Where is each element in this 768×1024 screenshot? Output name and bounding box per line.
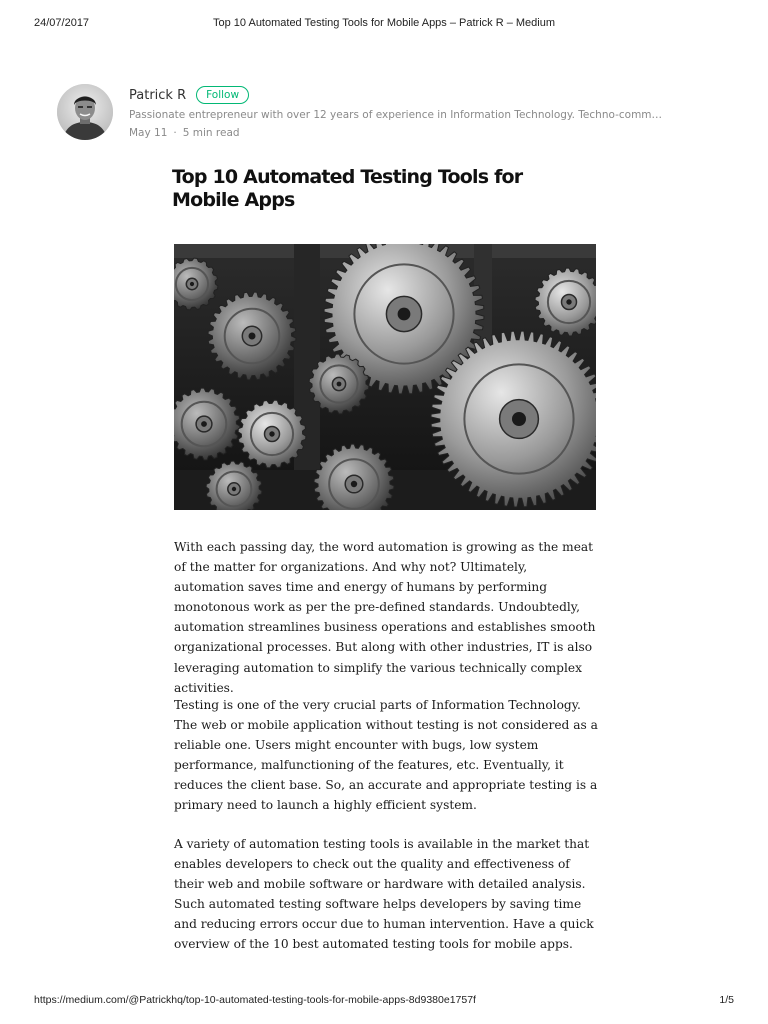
avatar[interactable] — [57, 84, 113, 140]
author-name-line — [129, 84, 727, 106]
article-paragraph-1: With each passing day, the word automation is growing as the meat of the matter for organizations. And why not? Ultimately, automation saves time and energy of humans by performing monotonous work as per the pre-defined standards. Undoubtedly, automation streamlines business operations and establishes smooth organizational processes. But along with other industries, IT is also leveraging automation to simplify the various technically complex activities. — [174, 540, 596, 695]
gears-illustration — [174, 244, 596, 510]
print-date: 24/07/2017 — [34, 17, 90, 29]
article-title: Top 10 Automated Testing Tools for Mobile Apps — [172, 166, 523, 211]
follow-button[interactable]: Follow — [196, 86, 249, 104]
hero-image — [174, 244, 596, 510]
article-paragraph-3: A variety of automation testing tools is available in the market that enables developers to check out the quality and effectiveness of their web and mobile software or hardware with detailed analysis. Such automated testing software helps developers by saving time and reducing errors occur due to human intervention. Have a quick overview of the 10 best automated testing tools for mobile apps. — [174, 837, 594, 952]
print-document-title: Top 10 Automated Testing Tools for Mobile Apps – Patrick R – Medium — [213, 17, 555, 29]
author-card — [57, 84, 727, 140]
gear-3 — [208, 292, 296, 380]
page-number: 1/5 — [719, 994, 734, 1006]
print-footer — [0, 994, 768, 1008]
author-name-link[interactable]: Patrick R — [129, 87, 187, 103]
author-meta — [129, 84, 727, 140]
author-bio: Passionate entrepreneur with over 12 years of experience in Information Technology. Techno-comm… — [129, 109, 663, 121]
post-meta — [129, 126, 727, 140]
meta-separator: · — [173, 127, 177, 139]
article-paragraph-2: Testing is one of the very crucial parts of Information Technology. The web or mobile application without testing is not considered as a reliable one. Users might encounter with bugs, low system performance, malfunctioning of the features, etc. Eventually, it reduces the client base. So, an accurate and appropriate testing is a primary need to launch a highly efficient system. — [174, 698, 598, 813]
post-date[interactable]: May 11 — [129, 127, 168, 139]
author-photo — [57, 84, 113, 140]
gear-5 — [238, 400, 306, 468]
print-url: https://medium.com/@Patrickhq/top-10-automated-testing-tools-for-mobile-apps-8d9380e1757f — [34, 994, 476, 1006]
print-header — [0, 17, 768, 31]
read-time: 5 min read — [182, 127, 240, 139]
